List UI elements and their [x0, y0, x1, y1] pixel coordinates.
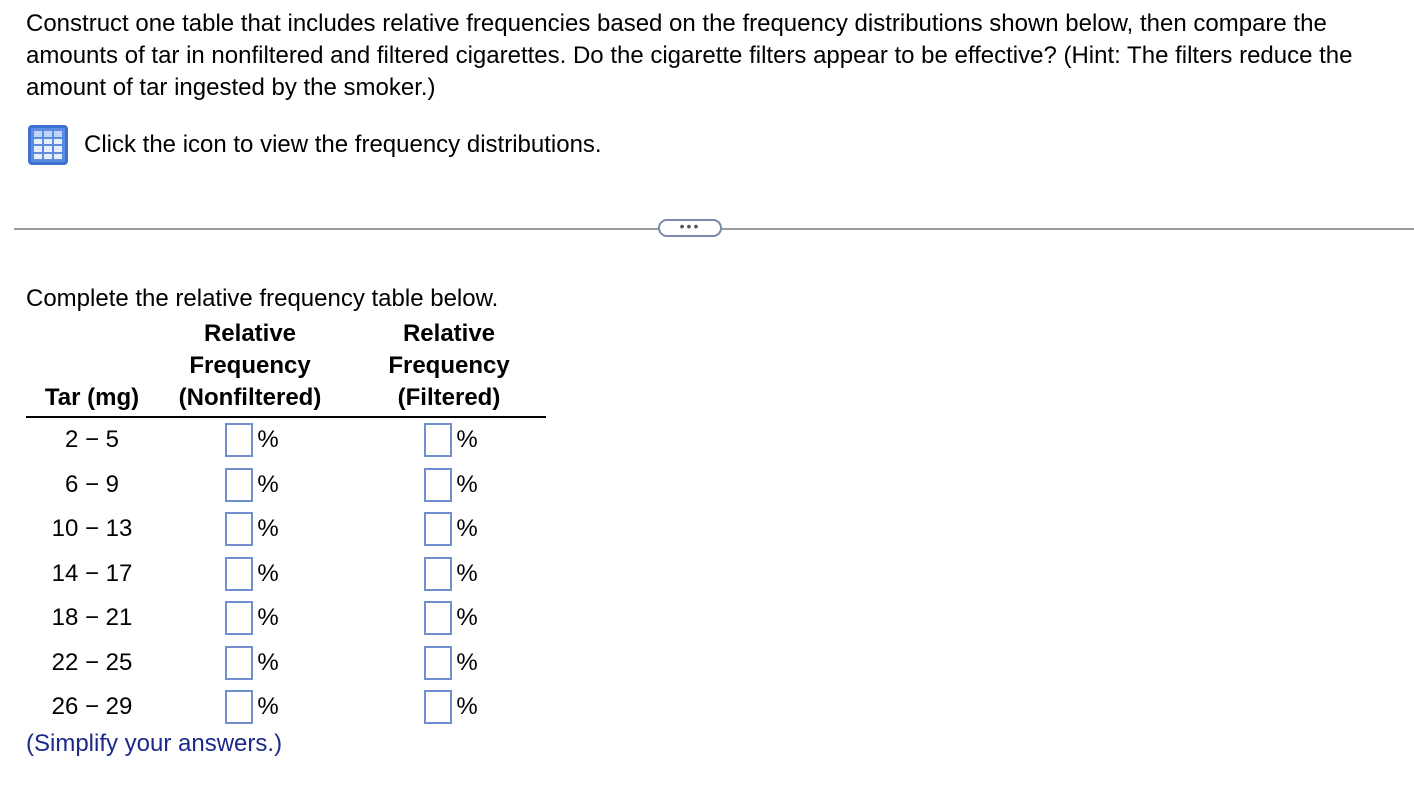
nonfiltered-cell: [158, 685, 340, 730]
filtered-answer-input[interactable]: [424, 468, 452, 502]
nonfiltered-answer-input[interactable]: [225, 601, 253, 635]
percent-sign: %: [257, 604, 279, 632]
nonfiltered-cell: [158, 417, 340, 463]
percent-sign: %: [257, 693, 279, 721]
table-row: [26, 552, 546, 597]
filtered-cell: [340, 552, 546, 597]
percent-sign: %: [456, 559, 478, 587]
percent-sign: %: [456, 426, 478, 454]
nonfiltered-answer-input[interactable]: [225, 646, 253, 680]
table-row: [26, 685, 546, 730]
nonfiltered-cell: [158, 463, 340, 508]
percent-sign: %: [456, 693, 478, 721]
frequency-distributions-link[interactable]: [28, 125, 602, 165]
tar-range: 18 − 21: [51, 604, 133, 632]
filtered-answer-input[interactable]: [424, 646, 452, 680]
nonfiltered-answer-input[interactable]: [225, 512, 253, 546]
filtered-answer-input[interactable]: [424, 423, 452, 457]
tar-range: 26 − 29: [51, 693, 133, 721]
tar-range: 2 − 5: [64, 426, 120, 454]
percent-sign: %: [257, 470, 279, 498]
nonfiltered-answer-input[interactable]: [225, 557, 253, 591]
percent-sign: %: [257, 515, 279, 543]
tar-range: 14 − 17: [51, 559, 133, 587]
percent-sign: %: [456, 470, 478, 498]
filtered-cell: [340, 507, 546, 552]
table-row: [26, 641, 546, 686]
filtered-answer-input[interactable]: [424, 512, 452, 546]
table-header-row: [26, 318, 546, 417]
nonfiltered-cell: [158, 641, 340, 686]
nonfiltered-cell: [158, 596, 340, 641]
table-row: [26, 463, 546, 508]
filtered-cell: [340, 685, 546, 730]
header-tar: Tar (mg): [26, 318, 158, 417]
filtered-answer-input[interactable]: [424, 601, 452, 635]
nonfiltered-answer-input[interactable]: [225, 468, 253, 502]
percent-sign: %: [257, 559, 279, 587]
instruction-text: Complete the relative frequency table below.: [26, 285, 499, 312]
percent-sign: %: [456, 648, 478, 676]
percent-sign: %: [257, 426, 279, 454]
filtered-cell: [340, 463, 546, 508]
table-row: [26, 596, 546, 641]
filtered-cell: [340, 596, 546, 641]
relative-frequency-table: [26, 318, 546, 730]
table-icon[interactable]: [28, 125, 68, 165]
header-nonfiltered: Relative Frequency (Nonfiltered): [158, 318, 340, 417]
simplify-note: (Simplify your answers.): [26, 730, 283, 757]
question-text: Construct one table that includes relative frequencies based on the frequency distributions shown below, then compare the amounts of tar in nonfiltered and filtered cigarettes. Do the cigarette filters appear to be effective? (Hint: The filters reduce the amount of tar ingested by the smoker.): [26, 10, 1353, 101]
tar-range: 6 − 9: [64, 470, 120, 498]
header-filtered: Relative Frequency (Filtered): [340, 318, 546, 417]
nonfiltered-cell: [158, 552, 340, 597]
nonfiltered-cell: [158, 507, 340, 552]
percent-sign: %: [456, 604, 478, 632]
filtered-cell: [340, 641, 546, 686]
filtered-answer-input[interactable]: [424, 690, 452, 724]
table-row: [26, 417, 546, 463]
more-options-button[interactable]: •••: [658, 219, 722, 237]
filtered-cell: [340, 417, 546, 463]
filtered-answer-input[interactable]: [424, 557, 452, 591]
percent-sign: %: [257, 648, 279, 676]
tar-range: 10 − 13: [51, 515, 133, 543]
table-row: [26, 507, 546, 552]
nonfiltered-answer-input[interactable]: [225, 690, 253, 724]
nonfiltered-answer-input[interactable]: [225, 423, 253, 457]
tar-range: 22 − 25: [51, 648, 133, 676]
percent-sign: %: [456, 515, 478, 543]
icon-link-text: Click the icon to view the frequency distributions.: [84, 131, 602, 158]
